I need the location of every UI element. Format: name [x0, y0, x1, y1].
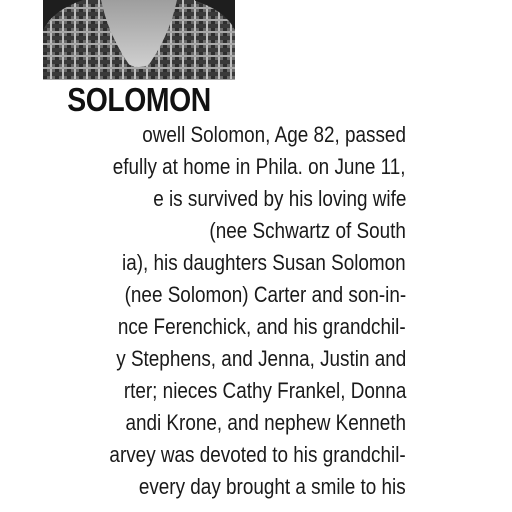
obituary-line: every day brought a smile to his	[139, 474, 406, 499]
obituary-line: e is survived by his loving wife	[152, 186, 406, 211]
obituary-line: arvey was devoted to his grandchil-	[109, 442, 406, 467]
portrait-photo	[43, 0, 235, 80]
obituary-line: y Stephens, and Jenna, Justin and	[115, 346, 406, 371]
obituary-line: andi Krone, and nephew Kenneth	[125, 410, 406, 435]
obituary-line: efully at home in Phila. on June 11,	[113, 154, 406, 179]
obituary-line: nce Ferenchick, and his grandchil-	[118, 314, 406, 339]
obituary-line: ia), his daughters Susan Solomon	[122, 250, 406, 275]
obituary-line: rter; nieces Cathy Frankel, Donna	[123, 378, 406, 403]
obituary-surname: SOLOMON	[67, 81, 211, 118]
obituary-line: owell Solomon, Age 82, passed	[142, 122, 406, 147]
obituary-line: (nee Schwartz of South	[209, 218, 406, 243]
obituary-line: (nee Solomon) Carter and son-in-	[124, 282, 406, 307]
